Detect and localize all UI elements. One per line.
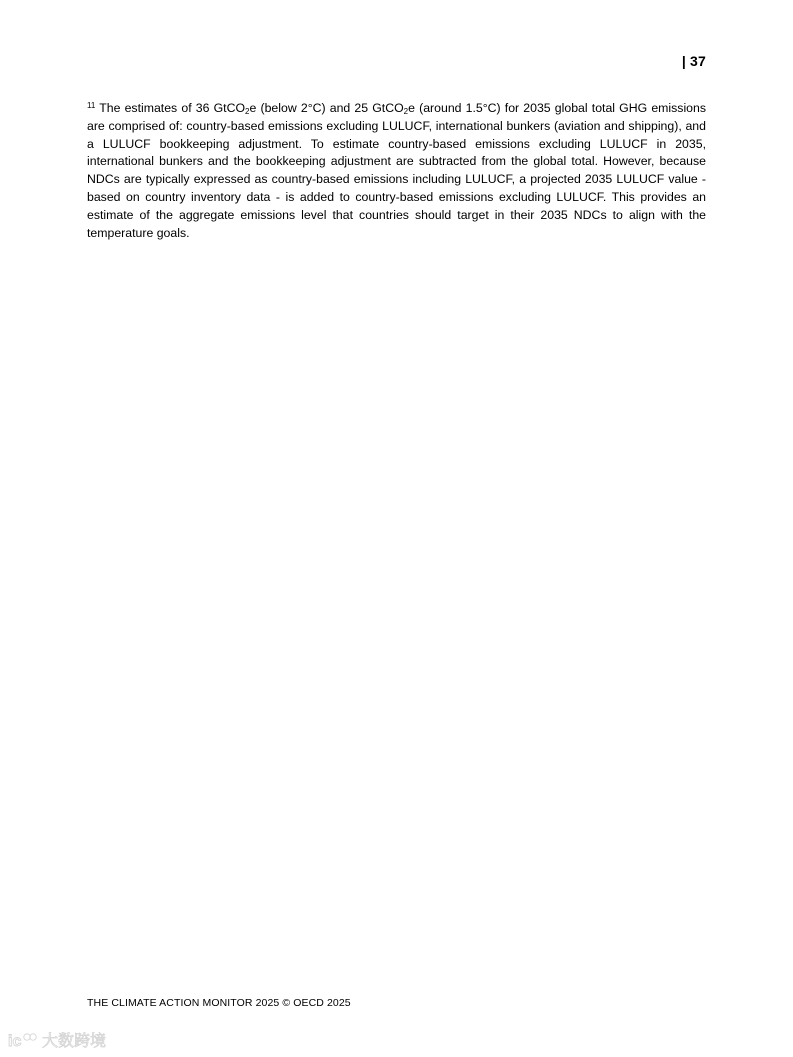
- subscript-2: 2: [403, 107, 409, 116]
- watermark-text: [42, 1030, 110, 1050]
- footnote: [87, 100, 706, 242]
- subscript-2: 2: [245, 107, 250, 116]
- footnote-text-part-3: e (around 1.5°C) for 2035 global total GHG emissions are comprised of: country-based emissions excluding LULUCF, international bunkers (aviation and shipping), and a LULUCF bookkeeping adjustment. To estimate country-based emissions excluding LULUCF in 2035, international bunkers and the bookkeeping adjustment are subtracted from the global total. However, because NDCs are typically expressed as country-based emissions including LULUCF, a projected 2035 LULUCF value - based on country inventory data - is added to country-based emissions excluding LULUCF. This provides an estimate of the aggregate emissions level that countries should target in their 2035 NDCs to align with the temperature goals.: [87, 101, 706, 240]
- page-footer: THE CLIMATE ACTION MONITOR 2025 © OECD 2025: [87, 997, 351, 1009]
- watermark: [8, 1030, 110, 1050]
- footnote-number: 11: [87, 101, 96, 110]
- page-number: | 37: [681, 53, 706, 69]
- watermark-logo-icon: [8, 1030, 38, 1050]
- svg-text:大数跨境: 大数跨境: [42, 1031, 107, 1050]
- footnote-text-part-1: The estimates of 36 GtCO: [95, 101, 246, 115]
- svg-text:ic: ic: [8, 1033, 22, 1050]
- footnote-text-part-2: e (below 2°C) and 25 GtCO: [249, 101, 404, 115]
